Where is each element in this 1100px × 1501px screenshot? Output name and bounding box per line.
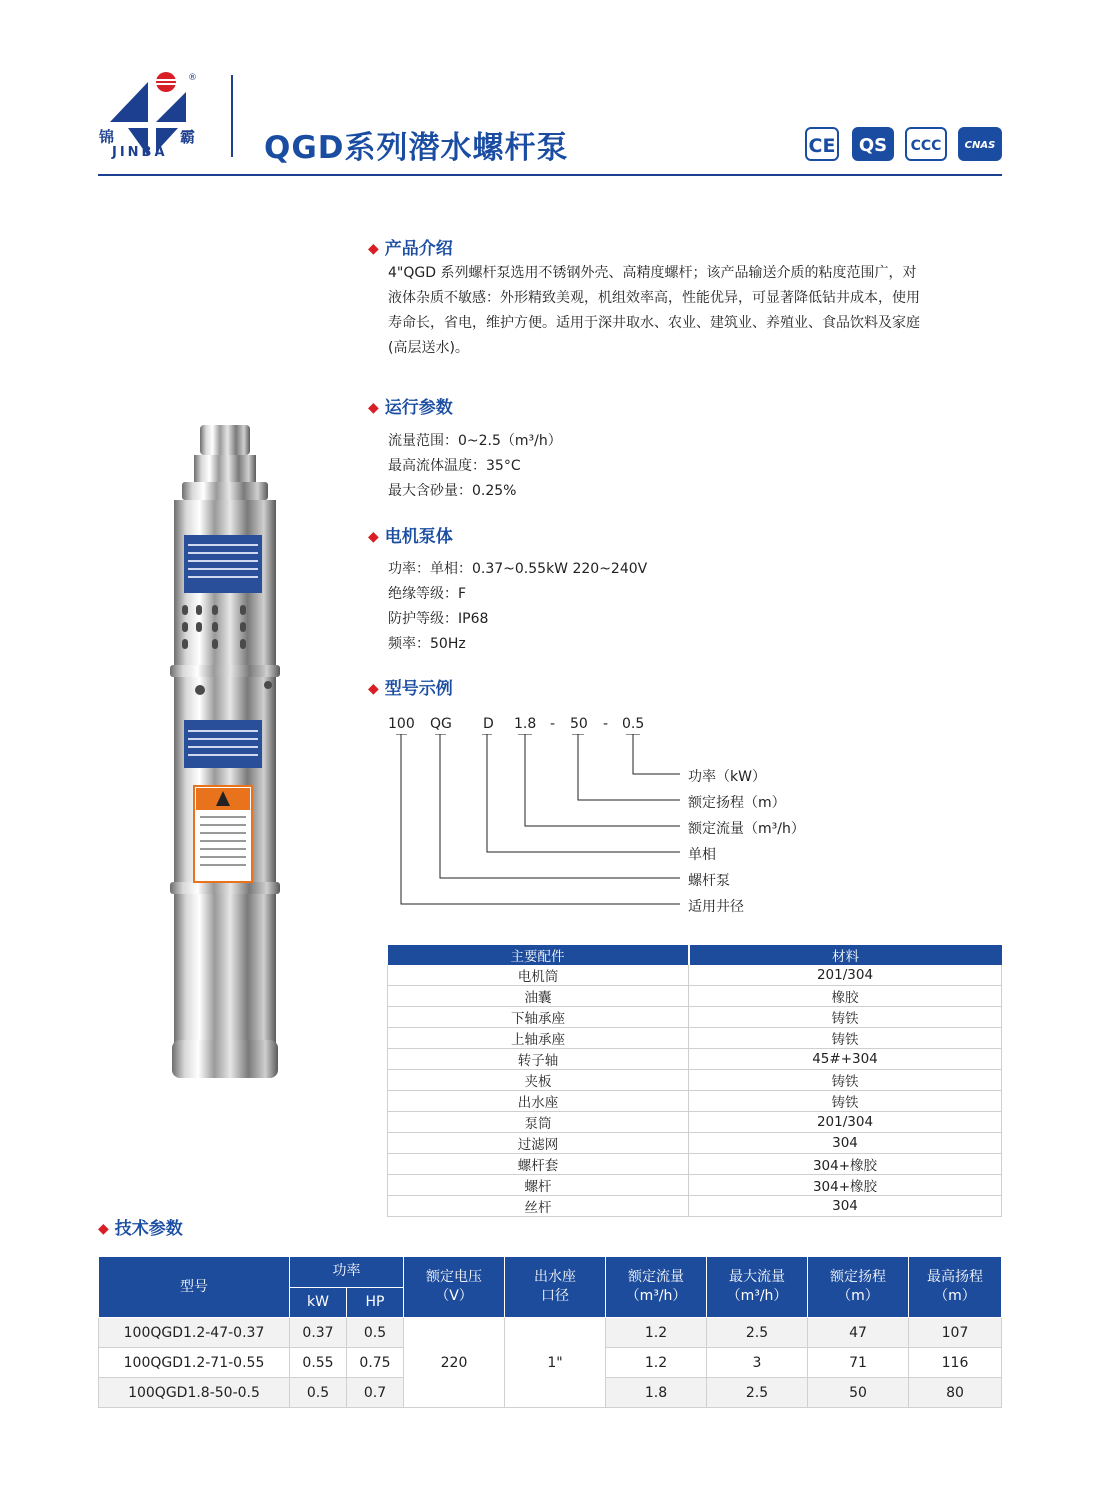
part-name: 下轴承座 [388, 1007, 689, 1028]
logo-cn-right: 霸 [180, 128, 196, 146]
header-kw: kW [290, 1287, 347, 1318]
hp-cell: 0.7 [347, 1378, 404, 1408]
header-max-flow: 最大流量 （m³/h） [707, 1257, 808, 1318]
part-name: 油囊 [388, 986, 689, 1007]
part-material: 铸铁 [689, 1091, 1002, 1112]
ce-cert-icon: CE [805, 127, 839, 161]
rated-head-cell: 47 [808, 1318, 909, 1348]
code-dash: - [550, 716, 556, 732]
outlet-cell: 1" [505, 1318, 606, 1408]
table-row [388, 1049, 1002, 1070]
code-rated-head: 50 [570, 716, 588, 732]
hp-cell: 0.75 [347, 1348, 404, 1378]
part-material: 201/304 [689, 965, 1002, 986]
intro-heading: ◆ 产品介绍 [368, 239, 453, 259]
rated-flow-cell: 1.2 [606, 1318, 707, 1348]
max-temp: 最高流体温度：35°C [388, 458, 521, 474]
part-material: 橡胶 [689, 986, 1002, 1007]
code-dash: - [603, 716, 609, 732]
code-power: 0.5 [622, 716, 645, 732]
hp-cell: 0.5 [347, 1318, 404, 1348]
part-material: 201/304 [689, 1112, 1002, 1133]
part-name: 出水座 [388, 1091, 689, 1112]
table-row [388, 1196, 1002, 1217]
motor-heading: ◆ 电机泵体 [368, 527, 453, 547]
ccc-cert-icon: CCC [905, 127, 947, 161]
part-name: 转子轴 [388, 1049, 689, 1070]
label-single-phase: 单相 [688, 847, 716, 863]
parts-header-component: 主要配件 [388, 945, 689, 965]
intro-text [388, 261, 988, 361]
table-row [388, 965, 1002, 986]
part-material: 304 [689, 1196, 1002, 1217]
table-row [388, 1091, 1002, 1112]
code-well-diameter: 100 [388, 716, 415, 732]
part-name: 电机筒 [388, 965, 689, 986]
cnas-cert-icon: CNAS [958, 127, 1002, 161]
rated-head-cell: 50 [808, 1378, 909, 1408]
label-rated-flow: 额定流量（m³/h） [688, 821, 805, 837]
voltage-cell: 220 [404, 1318, 505, 1408]
table-row [388, 1007, 1002, 1028]
label-rated-head: 额定扬程（m） [688, 795, 786, 811]
part-name: 上轴承座 [388, 1028, 689, 1049]
page-title: QGD系列潜水螺杆泵 [264, 130, 569, 166]
part-material: 45#+304 [689, 1049, 1002, 1070]
max-head-cell: 80 [909, 1378, 1002, 1408]
header-power: 功率 [290, 1257, 404, 1288]
model-code-leader-lines [380, 734, 690, 914]
table-row [388, 1112, 1002, 1133]
part-material: 304+橡胶 [689, 1154, 1002, 1175]
kw-cell: 0.5 [290, 1378, 347, 1408]
part-name: 螺杆套 [388, 1154, 689, 1175]
parts-table [387, 945, 1002, 1217]
header-hp: HP [347, 1287, 404, 1318]
model-cell: 100QGD1.2-47-0.37 [99, 1318, 290, 1348]
table-row [388, 986, 1002, 1007]
code-screw-pump: QG [430, 716, 452, 732]
code-rated-flow: 1.8 [514, 716, 537, 732]
submersible-pump-image [160, 420, 290, 1085]
part-material: 304 [689, 1133, 1002, 1154]
qs-cert-icon: QS [852, 127, 894, 161]
table-row [388, 1070, 1002, 1091]
rated-head-cell: 71 [808, 1348, 909, 1378]
table-row [388, 1154, 1002, 1175]
rated-flow-cell: 1.8 [606, 1378, 707, 1408]
table-row [388, 1133, 1002, 1154]
model-example-heading: ◆ 型号示例 [368, 679, 453, 699]
kw-cell: 0.55 [290, 1348, 347, 1378]
rated-flow-cell: 1.2 [606, 1348, 707, 1378]
operation-heading: ◆ 运行参数 [368, 398, 453, 418]
header-voltage: 额定电压 （V） [404, 1257, 505, 1318]
model-cell: 100QGD1.2-71-0.55 [99, 1348, 290, 1378]
part-name: 泵筒 [388, 1112, 689, 1133]
max-flow-cell: 2.5 [707, 1378, 808, 1408]
max-head-cell: 116 [909, 1348, 1002, 1378]
logo-en: JINBA [112, 145, 168, 160]
table-row [99, 1318, 1002, 1348]
code-single-phase: D [483, 716, 494, 732]
spec-header-row [99, 1257, 1002, 1288]
part-material: 铸铁 [689, 1028, 1002, 1049]
label-power: 功率（kW） [688, 769, 766, 785]
label-screw-pump: 螺杆泵 [688, 873, 730, 889]
header-rule [98, 174, 1002, 176]
part-name: 螺杆 [388, 1175, 689, 1196]
part-material: 铸铁 [689, 1070, 1002, 1091]
header-rated-head: 额定扬程 （m） [808, 1257, 909, 1318]
power-spec: 功率：单相：0.37~0.55kW 220~240V [388, 561, 648, 577]
header-model: 型号 [99, 1257, 290, 1318]
tech-spec-table [98, 1256, 1002, 1408]
max-flow-cell: 2.5 [707, 1318, 808, 1348]
max-sand: 最大含砂量：0.25% [388, 483, 517, 499]
part-name: 过滤网 [388, 1133, 689, 1154]
intro-line: (高层送水)。 [388, 340, 469, 356]
parts-header-row [388, 945, 1002, 965]
parts-header-material: 材料 [689, 945, 1002, 965]
intro-line: 液体杂质不敏感：外形精致美观，机组效率高，性能优异，可显著降低钻井成本，使用 [388, 290, 920, 306]
max-head-cell: 107 [909, 1318, 1002, 1348]
tech-heading: ◆ 技术参数 [98, 1219, 183, 1239]
header-max-head: 最高扬程 （m） [909, 1257, 1002, 1318]
table-row [388, 1028, 1002, 1049]
part-material: 铸铁 [689, 1007, 1002, 1028]
logo-cn-left: 锦 [99, 128, 115, 146]
part-name: 夹板 [388, 1070, 689, 1091]
header-divider [231, 75, 233, 157]
header-outlet: 出水座 口径 [505, 1257, 606, 1318]
insulation-class: 绝缘等级：F [388, 586, 467, 602]
frequency: 频率：50Hz [388, 636, 466, 652]
label-well-diameter: 适用井径 [688, 899, 744, 915]
flow-range: 流量范围：0~2.5（m³/h） [388, 433, 562, 449]
kw-cell: 0.37 [290, 1318, 347, 1348]
table-row [388, 1175, 1002, 1196]
model-cell: 100QGD1.8-50-0.5 [99, 1378, 290, 1408]
svg-text:®: ® [188, 73, 197, 83]
part-name: 丝杆 [388, 1196, 689, 1217]
header-rated-flow: 额定流量 （m³/h） [606, 1257, 707, 1318]
protection-class: 防护等级：IP68 [388, 611, 489, 627]
intro-line: 寿命长，省电，维护方便。适用于深井取水、农业、建筑业、养殖业、食品饮料及家庭 [388, 315, 920, 331]
max-flow-cell: 3 [707, 1348, 808, 1378]
intro-line: 4"QGD 系列螺杆泵选用不锈钢外壳、高精度螺杆；该产品输送介质的粘度范围广，对 [388, 265, 917, 281]
part-material: 304+橡胶 [689, 1175, 1002, 1196]
